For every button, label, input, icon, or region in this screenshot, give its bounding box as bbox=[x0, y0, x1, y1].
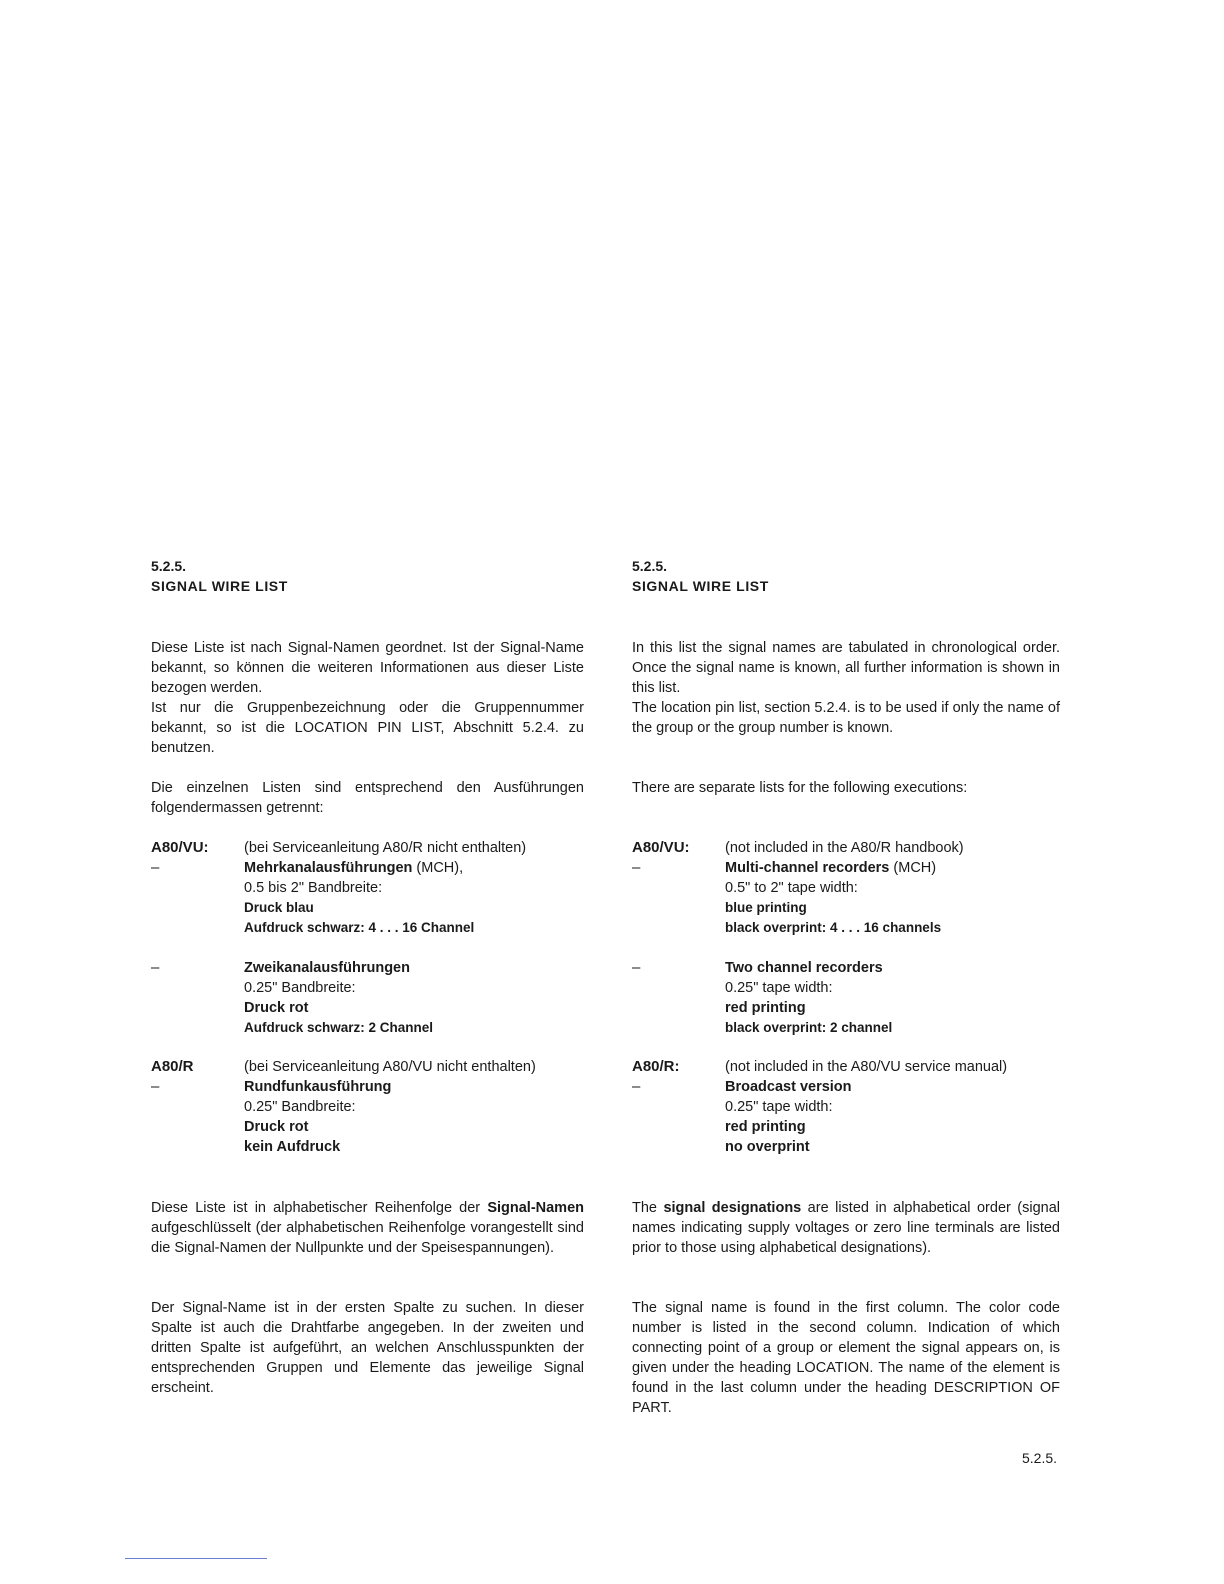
two-channel-name: Two channel recorders bbox=[725, 960, 883, 976]
order-paragraph: Diese Liste ist in alphabetischer Reihenfolge der Signal-Namen aufgeschlüsselt (der alphabetischen Reihenfolge vorangestellt sind die Signal-Namen der Nullpunkte und der Speisespannungen). bbox=[151, 1200, 584, 1256]
two-channel-overprint: Aufdruck schwarz: 2 Channel bbox=[244, 1020, 434, 1035]
a80vu-overprint: Aufdruck schwarz: 4 . . . 16 Channel bbox=[244, 920, 475, 935]
a80r-block bbox=[151, 1057, 584, 1157]
two-channel-block bbox=[151, 958, 584, 1038]
dash: – bbox=[151, 1078, 160, 1095]
intro-paragraph-2: Ist nur die Gruppenbezeichnung oder die Gruppennummer bekannt, so ist die LOCATION PIN LIST, Abschnitt 5.2.4. zu benutzen. bbox=[151, 700, 584, 756]
a80vu-tag: A80/VU: bbox=[632, 839, 690, 856]
two-channel-print: red printing bbox=[725, 1000, 806, 1016]
dash: – bbox=[151, 959, 160, 976]
dash: – bbox=[632, 959, 641, 976]
a80r-tag: A80/R: bbox=[632, 1058, 680, 1075]
a80vu-print: Druck blau bbox=[244, 900, 314, 915]
two-channel-width: 0.25" tape width: bbox=[725, 980, 833, 996]
two-channel-name: Zweikanalausführungen bbox=[244, 960, 410, 976]
dash: – bbox=[151, 859, 160, 876]
a80r-block bbox=[632, 1057, 1060, 1157]
executions-intro: There are separate lists for the following executions: bbox=[632, 780, 968, 796]
two-channel-width: 0.25" Bandbreite: bbox=[244, 980, 356, 996]
intro-paragraph-2: The location pin list, section 5.2.4. is to be used if only the name of the group or the group number is known. bbox=[632, 700, 1060, 736]
columns-paragraph: The signal name is found in the first column. The color code number is listed in the second column. Indication of which connecting point of a group or element the signal appears on, is given under the heading LOCATION. The name of the element is found in the last column under the heading DESCRIPTION OF PART. bbox=[632, 1300, 1060, 1416]
a80r-tag: A80/R bbox=[151, 1058, 194, 1075]
a80r-overprint: no overprint bbox=[725, 1139, 810, 1155]
executions-intro: Die einzelnen Listen sind entsprechend den Ausführungen folgendermassen getrennt: bbox=[151, 780, 584, 816]
columns-paragraph: Der Signal-Name ist in der ersten Spalte zu suchen. In dieser Spalte ist auch die Drahtfarbe angegeben. In der zweiten und dritten Spalte ist aufgeführt, an welchen Anschlusspunkten der entsprechenden Gruppen und Elemente das jeweilige Signal erscheint. bbox=[151, 1300, 584, 1396]
a80vu-name: Multi-channel recorders bbox=[725, 860, 890, 876]
a80vu-print: blue printing bbox=[725, 900, 807, 915]
section-number: 5.2.5. bbox=[151, 558, 187, 574]
a80vu-name: Mehrkanalausführungen bbox=[244, 860, 413, 876]
a80r-print: red printing bbox=[725, 1119, 806, 1135]
two-channel-block bbox=[632, 958, 1060, 1038]
a80vu-overprint: black overprint: 4 . . . 16 channels bbox=[725, 920, 942, 935]
two-channel-overprint: black overprint: 2 channel bbox=[725, 1020, 893, 1035]
a80r-print: Druck rot bbox=[244, 1119, 309, 1135]
a80r-name: Broadcast version bbox=[725, 1079, 852, 1095]
intro-paragraph: In this list the signal names are tabulated in chronological order. Once the signal name is known, all further information is shown in this list. bbox=[632, 640, 1060, 696]
a80r-overprint: kein Aufdruck bbox=[244, 1139, 341, 1155]
two-channel-print: Druck rot bbox=[244, 1000, 309, 1016]
section-number: 5.2.5. bbox=[632, 558, 668, 574]
a80vu-note: (bei Serviceanleitung A80/R nicht enthalten) bbox=[244, 840, 527, 856]
footer-rule bbox=[125, 1558, 267, 1559]
a80r-note: (not included in the A80/VU service manual) bbox=[725, 1059, 1008, 1075]
a80r-note: (bei Serviceanleitung A80/VU nicht enthalten) bbox=[244, 1059, 536, 1075]
intro-block bbox=[151, 638, 584, 758]
a80vu-name-suffix: (MCH) bbox=[893, 860, 937, 876]
a80r-width: 0.25" Bandbreite: bbox=[244, 1099, 356, 1115]
a80vu-block bbox=[632, 838, 1060, 938]
a80vu-name-suffix: (MCH), bbox=[416, 860, 464, 876]
section-title: SIGNAL WIRE LIST bbox=[632, 578, 769, 594]
a80vu-block bbox=[151, 838, 584, 938]
page-number: 5.2.5. bbox=[1022, 1450, 1058, 1466]
intro-paragraph: Diese Liste ist nach Signal-Namen geordnet. Ist der Signal-Name bekannt, so können die weiteren Informationen aus dieser Liste bezogen werden. bbox=[151, 640, 584, 696]
a80r-name: Rundfunkausführung bbox=[244, 1079, 392, 1095]
intro-block bbox=[632, 638, 1060, 738]
german-column bbox=[151, 556, 584, 1396]
section-title: SIGNAL WIRE LIST bbox=[151, 578, 288, 594]
english-column bbox=[632, 556, 1060, 1416]
order-paragraph: The signal designations are listed in alphabetical order (signal names indicating supply voltages or zero line terminals are listed prior to those using alphabetical designations). bbox=[632, 1200, 1060, 1256]
dash: – bbox=[632, 859, 641, 876]
a80vu-width: 0.5" to 2" tape width: bbox=[725, 880, 858, 896]
a80vu-note: (not included in the A80/R handbook) bbox=[725, 840, 964, 856]
a80r-width: 0.25" tape width: bbox=[725, 1099, 833, 1115]
a80vu-width: 0.5 bis 2" Bandbreite: bbox=[244, 880, 383, 896]
dash: – bbox=[632, 1078, 641, 1095]
a80vu-tag: A80/VU: bbox=[151, 839, 209, 856]
